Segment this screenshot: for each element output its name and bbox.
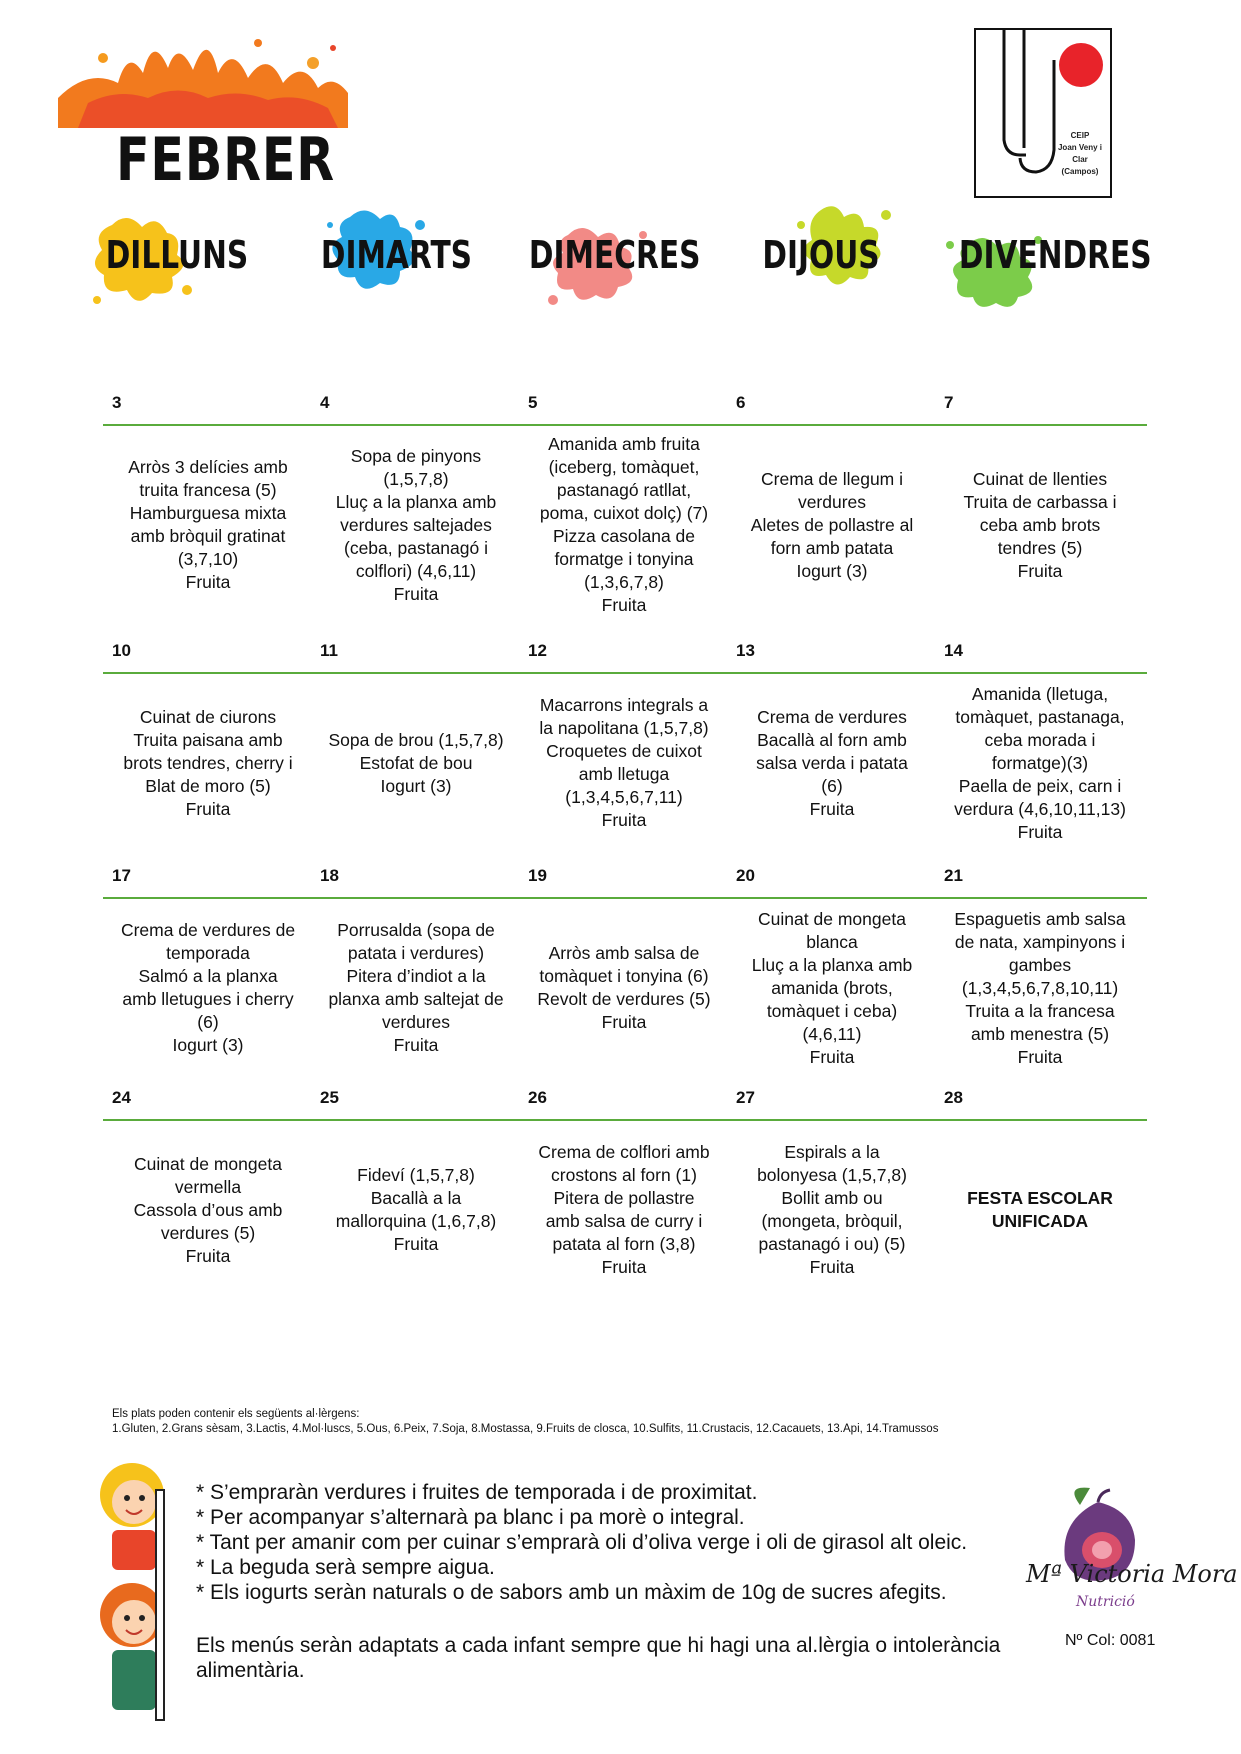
date-number: 20 <box>736 866 755 885</box>
weekday-header-friday <box>938 205 1152 315</box>
menu-cell: Crema de llegum i verdures Aletes de pollastre al forn amb patata Iogurt (3) <box>750 468 914 581</box>
menu-cell: Espirals a la bolonyesa (1,5,7,8) Bollit amb ou (mongeta, bròquil, pastanagó i ou) (5) Fruita <box>757 1142 907 1277</box>
orange-paint-splash <box>58 28 348 128</box>
holiday-cell: FESTA ESCOLAR UNIFICADA <box>967 1188 1113 1231</box>
note-item: * Tant per amanir com per cuinar s’emprarà oli d’oliva verge i oli de girasol alt oleic. <box>196 1531 968 1554</box>
date-number: 26 <box>528 1088 547 1107</box>
menu-cell: Cuinat de mongeta blanca Lluç a la planxa amb amanida (brots, tomàquet i ceba) (4,6,11) Fruita <box>751 908 913 1067</box>
school-logo <box>974 28 1112 198</box>
note-item: * La beguda serà sempre aigua. <box>196 1556 495 1579</box>
week-divider <box>103 1119 1147 1121</box>
menu-cell: Cuinat de ciurons Truita paisana amb brots tendres, cherry i Blat de moro (5) Fruita <box>123 706 293 819</box>
date-number: 17 <box>112 866 131 885</box>
menu-cell: Cuinat de llenties Truita de carbassa i ceba amb brots tendres (5) Fruita <box>963 468 1117 581</box>
month-title: FEBRER <box>116 125 336 195</box>
date-number: 4 <box>320 393 330 412</box>
week-divider <box>103 672 1147 674</box>
adaptation-notice: Els menús seràn adaptats a cada infant sempre que hi hagi una al.lèrgia o intolerància alimentària. <box>196 1634 1001 1682</box>
date-number: 14 <box>944 641 963 660</box>
date-number: 13 <box>736 641 755 660</box>
allergen-intro: Els plats poden contenir els següents al·lèrgens: <box>112 1408 360 1420</box>
weekday-label: DIMARTS <box>320 233 473 277</box>
date-number: 21 <box>944 866 963 885</box>
menu-cell: Crema de verdures Bacallà al forn amb salsa verda i patata (6) Fruita <box>756 706 908 819</box>
menu-cell: Porrusalda (sopa de patata i verdures) Pitera d’indiot a la planxa amb saltejat de verdures Fruita <box>328 920 504 1055</box>
nutritionist-name: Mª Victoria Mora <box>1026 1560 1238 1588</box>
menu-cell: Arròs amb salsa de tomàquet i tonyina (6) Revolt de verdures (5) Fruita <box>537 943 711 1032</box>
note-item: * Per acompanyar s’alternarà pa blanc i pa morè o integral. <box>196 1506 745 1529</box>
date-number: 25 <box>320 1088 339 1107</box>
date-number: 6 <box>736 393 746 412</box>
date-number: 28 <box>944 1088 963 1107</box>
weekday-label: DILLUNS <box>105 233 249 277</box>
weekday-header-tuesday <box>300 205 490 315</box>
date-number: 10 <box>112 641 131 660</box>
weekday-label: DIJOUS <box>762 233 880 277</box>
date-number: 24 <box>112 1088 131 1107</box>
menu-cell: Amanida amb fruita (iceberg, tomàquet, pastanagó ratllat, poma, cuixot dolç) (7) Pizza casolana de formatge i tonyina (1,3,6,7,8) Fruita <box>539 434 709 615</box>
nutritionist-subtitle: Nutrició <box>1076 1594 1135 1610</box>
menu-cell: Espaguetis amb salsa de nata, xampinyons i gambes (1,3,4,5,6,7,8,10,11) Truita a la francesa amb menestra (5) Fruita <box>954 908 1126 1067</box>
menu-cell: Amanida (lletuga, tomàquet, pastanaga, ceba morada i formatge)(3) Paella de peix, carn i verdura (4,6,10,11,13) Fruita <box>954 683 1126 842</box>
date-number: 18 <box>320 866 339 885</box>
date-number: 19 <box>528 866 547 885</box>
menu-cell: Macarrons integrals a la napolitana (1,5,7,8) Croquetes de cuixot amb lletuga (1,3,4,5,6,7,11) Fruita <box>539 695 709 830</box>
weekday-header-wednesday <box>508 205 701 315</box>
college-number: Nº Col: 0081 <box>1065 1632 1156 1649</box>
menu-cell: Crema de verdures de temporada Salmó a la planxa amb lletugues i cherry (6) Iogurt (3) <box>120 920 296 1055</box>
note-item: * Els iogurts seràn naturals o de sabors amb un màxim de 10g de sucres afegits. <box>196 1581 947 1604</box>
menu-cell: Arròs 3 delícies amb truita francesa (5) Hamburguesa mixta amb bròquil gratinat (3,7,10) Fruita <box>128 457 288 592</box>
date-number: 27 <box>736 1088 755 1107</box>
date-number: 12 <box>528 641 547 660</box>
date-number: 11 <box>320 641 338 660</box>
menu-cell: Cuinat de mongeta vermella Cassola d’ous amb verdures (5) Fruita <box>133 1153 283 1266</box>
note-item: * S’empraràn verdures i fruites de temporada i de proximitat. <box>196 1481 758 1504</box>
menu-cell: Crema de colflori amb crostons al forn (1) Pitera de pollastre amb salsa de curry i patata al forn (3,8) Fruita <box>538 1142 710 1277</box>
menu-cell: Fideví (1,5,7,8) Bacallà a la mallorquina (1,6,7,8) Fruita <box>335 1165 497 1254</box>
school-logo-text: CEIP Joan Veny i Clar (Campos) <box>1057 131 1103 176</box>
menu-cell: Sopa de brou (1,5,7,8) Estofat de bou Iogurt (3) <box>328 729 504 796</box>
menu-cell: Sopa de pinyons (1,5,7,8) Lluç a la planxa amb verdures saltejades (ceba, pastanagó i colflori) (4,6,11) Fruita <box>335 445 497 604</box>
weekday-label: DIMECRES <box>528 233 701 277</box>
date-number: 5 <box>528 393 538 412</box>
week-divider <box>103 424 1147 426</box>
date-number: 7 <box>944 393 954 412</box>
allergen-list: 1.Gluten, 2.Grans sèsam, 3.Lactis, 4.Mol·luscs, 5.Ous, 6.Peix, 7.Soja, 8.Mostassa, 9.Fruits de closca, 10.Sulfits, 11.Crustacis, 12.Cacauets, 13.Api, 14.Tramussos <box>112 1423 939 1435</box>
week-divider <box>103 897 1147 899</box>
kids-illustration <box>82 1450 182 1730</box>
date-number: 3 <box>112 393 122 412</box>
notes-list <box>196 1480 967 1605</box>
weekday-header-thursday <box>726 205 916 315</box>
weekday-label: DIVENDRES <box>958 233 1152 277</box>
weekday-header-monday <box>82 205 272 315</box>
